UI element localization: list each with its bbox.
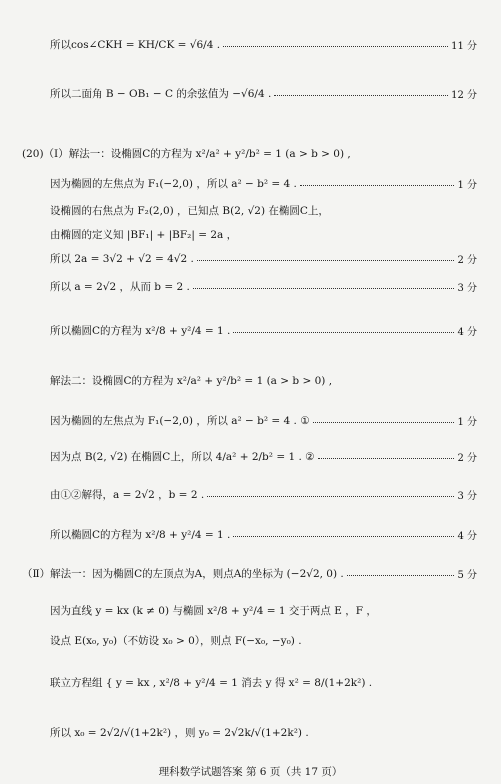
line-text: （Ⅱ）解法一：因为椭圆C的左顶点为A，则点A的坐标为 (−2√2, 0) . bbox=[22, 568, 344, 580]
leader-dots bbox=[300, 185, 455, 186]
score-points: 5 分 bbox=[457, 570, 477, 581]
line-text: 因为椭圆的左焦点为 F₁(−2,0) ，所以 a² − b² = 4 . bbox=[50, 178, 297, 190]
leader-dots bbox=[313, 422, 455, 423]
line-text: 设椭圆的右焦点为 F₂(2,0) ，已知点 B(2, √2) 在椭圆C上， bbox=[50, 205, 329, 217]
line-text: 联立方程组 { y = kx , x²/8 + y²/4 = 1 消去 y 得 x² = 8/(1+2k²) . bbox=[50, 677, 373, 689]
leader-dots bbox=[347, 575, 455, 576]
score-points: 2 分 bbox=[457, 453, 477, 464]
solution-line bbox=[50, 251, 477, 266]
solution-line bbox=[50, 203, 477, 218]
solution-line bbox=[50, 413, 477, 428]
leader-dots bbox=[233, 332, 454, 333]
line-text: (20)（Ⅰ）解法一：设椭圆C的方程为 x²/a² + y²/b² = 1 (a > b > 0) , bbox=[22, 148, 351, 160]
solution-line bbox=[50, 487, 477, 502]
leader-dots bbox=[274, 95, 448, 96]
solution-line bbox=[50, 603, 477, 618]
solution-line bbox=[50, 675, 477, 690]
solution-line bbox=[50, 725, 477, 740]
line-text: 解法二：设椭圆C的方程为 x²/a² + y²/b² = 1 (a > b > 0) , bbox=[50, 375, 333, 387]
line-text: 所以二面角 B − OB₁ − C 的余弦值为 −√6/4 . bbox=[50, 88, 272, 100]
solution-line bbox=[50, 176, 477, 191]
leader-dots bbox=[193, 288, 455, 289]
leader-dots bbox=[223, 46, 448, 47]
score-points: 3 分 bbox=[457, 491, 477, 502]
line-text: 所以 a = 2√2 ，从而 b = 2 . bbox=[50, 281, 190, 293]
line-text: 因为椭圆的左焦点为 F₁(−2,0) ，所以 a² − b² = 4 . ① bbox=[50, 415, 310, 427]
solution-line bbox=[22, 146, 477, 161]
solution-line bbox=[50, 373, 477, 388]
solution-line bbox=[50, 227, 477, 242]
leader-dots bbox=[233, 536, 454, 537]
line-text: 所以cos∠CKH = KH/CK = √6/4 . bbox=[50, 39, 221, 51]
line-text: 由椭圆的定义知 |BF₁| + |BF₂| = 2a ， bbox=[50, 229, 238, 241]
solution-line bbox=[50, 449, 477, 464]
line-text: 所以椭圆C的方程为 x²/8 + y²/4 = 1 . bbox=[50, 529, 231, 541]
score-points: 1 分 bbox=[457, 417, 477, 428]
solution-line bbox=[50, 279, 477, 294]
solution-line bbox=[50, 527, 477, 542]
line-text: 所以椭圆C的方程为 x²/8 + y²/4 = 1 . bbox=[50, 325, 231, 337]
score-points: 4 分 bbox=[457, 327, 477, 338]
score-points: 3 分 bbox=[457, 283, 477, 294]
line-text: 因为直线 y = kx (k ≠ 0) 与椭圆 x²/8 + y²/4 = 1 交于两点 E ，F ， bbox=[50, 605, 377, 617]
score-points: 12 分 bbox=[451, 90, 477, 101]
line-text: 所以 x₀ = 2√2/√(1+2k²) ，则 y₀ = 2√2k/√(1+2k²) . bbox=[50, 727, 309, 739]
line-text: 所以 2a = 3√2 + √2 = 4√2 . bbox=[50, 253, 194, 265]
leader-dots bbox=[318, 458, 455, 459]
solution-line bbox=[22, 566, 477, 581]
score-points: 2 分 bbox=[457, 255, 477, 266]
solution-line bbox=[50, 86, 477, 101]
leader-dots bbox=[207, 496, 454, 497]
solution-line bbox=[50, 323, 477, 338]
score-points: 1 分 bbox=[457, 180, 477, 191]
score-points: 11 分 bbox=[451, 41, 477, 52]
leader-dots bbox=[197, 260, 455, 261]
score-points: 4 分 bbox=[457, 531, 477, 542]
page-footer: 理科数学试题答案 第 6 页（共 17 页） bbox=[158, 766, 343, 778]
line-text: 因为点 B(2, √2) 在椭圆C上，所以 4/a² + 2/b² = 1 . ② bbox=[50, 451, 315, 463]
solution-line bbox=[50, 633, 477, 648]
line-text: 设点 E(x₀, y₀)（不妨设 x₀ > 0），则点 F(−x₀, −y₀) . bbox=[50, 635, 302, 647]
solution-line bbox=[50, 37, 477, 52]
line-text: 由①②解得，a = 2√2 ，b = 2 . bbox=[50, 489, 205, 501]
